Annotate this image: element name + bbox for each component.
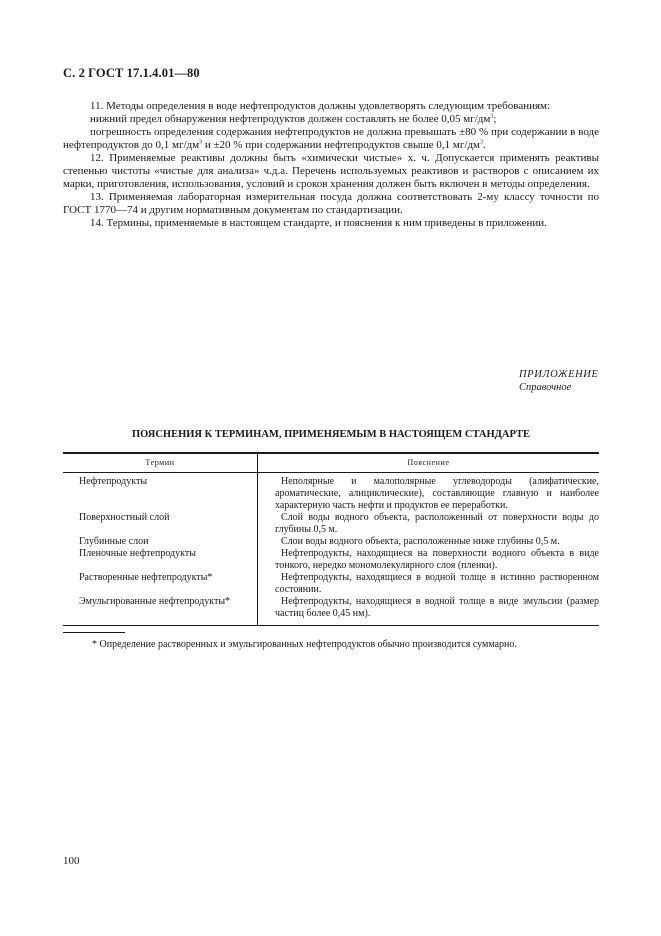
paragraph-12: 12. Применяемые реактивы должны быть «химически чистые» х. ч. Допускается применять реактивы степенью чистоты «чистые для анализа» ч.д.а. Перечень используемых реактивов и растворов с описанием их марки, приготовления, использования, условий и сроков хранения должен быть включен в методы определения. bbox=[63, 152, 599, 190]
paragraph-14: 14. Термины, применяемые в настоящем стандарте, и пояснения к ним приведены в приложении. bbox=[90, 217, 547, 229]
term-cell: Поверхностный слой bbox=[63, 512, 258, 536]
term-cell: Эмульгированные нефтепродукты* bbox=[63, 596, 258, 626]
footnote: * Определение растворенных и эмульгированных нефтепродуктов обычно производится суммарно. bbox=[92, 639, 517, 650]
table-row bbox=[63, 548, 599, 572]
term-cell: Нефтепродукты bbox=[63, 473, 258, 513]
table-row bbox=[63, 596, 599, 626]
paragraph-11-detection-limit: нижний предел обнаружения нефтепродуктов должен составлять не более 0,05 $мг/дм^3$; bbox=[90, 113, 497, 125]
appendix-subtitle: Справочное bbox=[519, 382, 572, 393]
explanation-cell: Нефтепродукты, находящиеся в водной толще в истинно растворенном состоянии. bbox=[275, 572, 599, 595]
explanation-cell: Слой воды водного объекта, расположенный от поверхности воды до глубины 0,5 м. bbox=[275, 512, 599, 535]
table-row bbox=[63, 473, 599, 513]
page-number: 100 bbox=[63, 855, 80, 867]
appendix-title: ПРИЛОЖЕНИЕ bbox=[519, 369, 599, 380]
table-row bbox=[63, 572, 599, 596]
term-cell: Растворенные нефтепродукты* bbox=[63, 572, 258, 596]
main-text bbox=[63, 100, 599, 230]
paragraph-11-error: погрешность определения содержания нефтепродуктов не должна превышать ±80 % при содержании в воде нефтепродуктов до 0,1 $мг/дм^3$ и ±20 % при содержании нефтепродуктов свыше 0,1 $мг/дм^3$. bbox=[63, 126, 599, 151]
paragraph-13: 13. Применяемая лабораторная измерительная посуда должна соответствовать 2-му классу точности по ГОСТ 1770—74 и другим нормативным документам по стандартизации. bbox=[63, 191, 599, 216]
paragraph-11: 11. Методы определения в воде нефтепродуктов должны удовлетворять следующим требованиям: bbox=[90, 100, 551, 112]
explanation-cell: Неполярные и малополярные углеводороды (алифатические, ароматические, алициклические), составляющие главную и наиболее характерную часть нефти и продуктов ее переработки. bbox=[275, 476, 599, 511]
appendix-label bbox=[519, 368, 599, 394]
explanation-cell: Нефтепродукты, находящиеся в водной толще в виде эмульсии (размер частиц более 0,45 нм). bbox=[275, 596, 599, 619]
section-title: ПОЯСНЕНИЯ К ТЕРМИНАМ, ПРИМЕНЯЕМЫМ В НАСТОЯЩЕМ СТАНДАРТЕ bbox=[131, 429, 531, 440]
term-cell: Пленочные нефтепродукты bbox=[63, 548, 258, 572]
footnote-divider bbox=[63, 632, 125, 633]
terms-table bbox=[63, 452, 599, 626]
page-header: С. 2 ГОСТ 17.1.4.01—80 bbox=[63, 66, 200, 80]
table-row bbox=[63, 512, 599, 536]
table-header-row bbox=[63, 453, 599, 473]
explanation-cell: Слои воды водного объекта, расположенные ниже глубины 0,5 м. bbox=[281, 536, 560, 547]
term-cell: Глубинные слои bbox=[63, 536, 258, 548]
header-term: Термин bbox=[63, 453, 258, 473]
explanation-cell: Нефтепродукты, находящиеся на поверхности водного объекта в виде тонкого, нередко мономолекулярного слоя (пленки). bbox=[275, 548, 599, 571]
header-explanation: Пояснение bbox=[258, 453, 600, 473]
table-row bbox=[63, 536, 599, 548]
